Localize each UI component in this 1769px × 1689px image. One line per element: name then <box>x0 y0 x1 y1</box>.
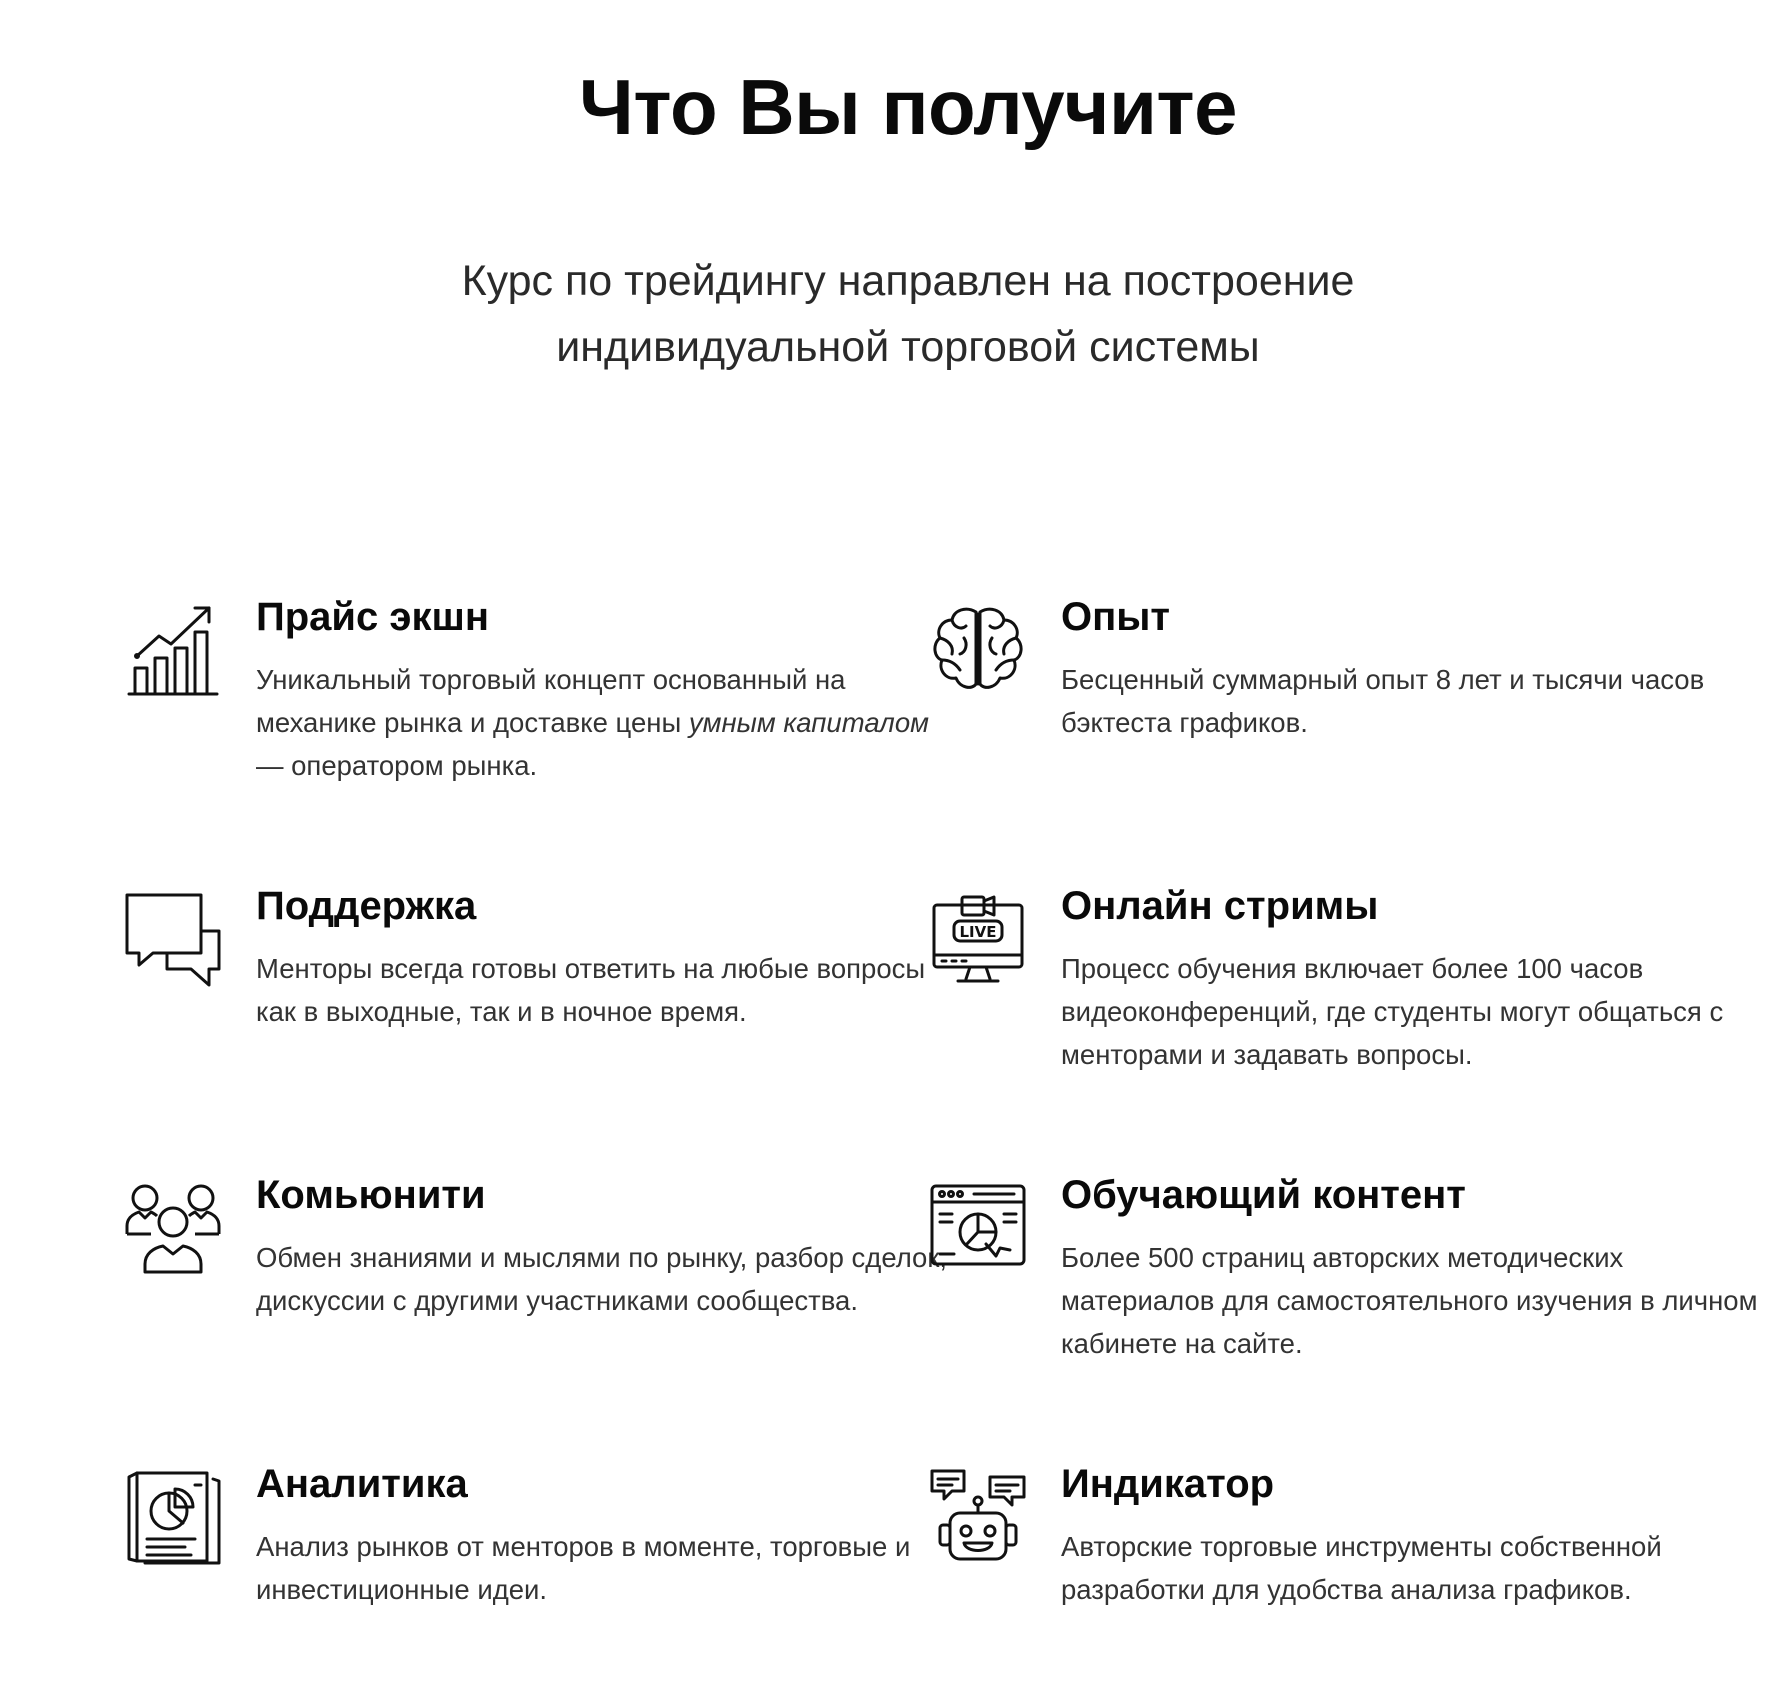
feature-title: Прайс экшн <box>256 595 489 639</box>
feature-description: Обмен знаниями и мыслями по рынку, разбор сделок, дискуссии с другими участниками сообщества. <box>256 1242 948 1316</box>
feature-learning-content <box>930 1170 1769 1400</box>
growth-chart-icon <box>125 602 221 698</box>
feature-title: Комьюнити <box>256 1173 486 1217</box>
browser-pie-chart-icon <box>930 1180 1026 1276</box>
feature-description: Более 500 страниц авторских методических материалов для самостоятельного изучения в личном кабинете на сайте. <box>1061 1242 1758 1359</box>
feature-online-streams <box>930 881 1769 1111</box>
feature-description-emphasis: умным капиталом <box>688 707 929 738</box>
feature-analytics <box>125 1459 965 1689</box>
feature-title: Поддержка <box>256 884 477 928</box>
chat-bubbles-icon <box>125 891 221 987</box>
feature-support <box>125 881 965 1111</box>
feature-title: Индикатор <box>1061 1462 1275 1506</box>
feature-description-part-1: Уникальный торговый концепт основанный на механике рынка и доставке цены <box>256 664 846 738</box>
feature-description <box>256 658 961 787</box>
feature-description: Авторские торговые инструменты собственной разработки для удобства анализа графиков. <box>1061 1531 1662 1605</box>
feature-title: Опыт <box>1061 595 1171 639</box>
feature-price-action <box>125 592 965 822</box>
page-title: Что Вы получите <box>579 63 1237 151</box>
feature-experience <box>930 592 1769 822</box>
live-monitor-icon <box>930 891 1026 987</box>
live-label: LIVE <box>959 923 997 941</box>
feature-community <box>125 1170 965 1400</box>
users-group-icon <box>125 1180 221 1276</box>
page-subtitle <box>400 248 1416 380</box>
page-subtitle-line-2: индивидуальной торговой системы <box>556 323 1260 371</box>
feature-title: Онлайн стримы <box>1061 884 1379 928</box>
feature-description: Бесценный суммарный опыт 8 лет и тысячи часов бэктеста графиков. <box>1061 664 1705 738</box>
feature-description-part-2: — оператором рынка. <box>256 750 538 781</box>
feature-description: Анализ рынков от менторов в моменте, торговые и инвестиционные идеи. <box>256 1531 911 1605</box>
report-document-icon <box>125 1469 221 1565</box>
brain-icon <box>930 602 1026 698</box>
robot-chat-icon <box>930 1469 1026 1565</box>
feature-description: Процесс обучения включает более 100 часов видеоконференций, где студенты могут общаться с менторами и задавать вопросы. <box>1061 953 1724 1070</box>
page-subtitle-line-1: Курс по трейдингу направлен на построение <box>461 257 1355 305</box>
feature-title: Аналитика <box>256 1462 468 1506</box>
feature-indicator <box>930 1459 1769 1689</box>
feature-title: Обучающий контент <box>1061 1173 1466 1217</box>
feature-description: Менторы всегда готовы ответить на любые вопросы как в выходные, так и в ночное время. <box>256 953 926 1027</box>
